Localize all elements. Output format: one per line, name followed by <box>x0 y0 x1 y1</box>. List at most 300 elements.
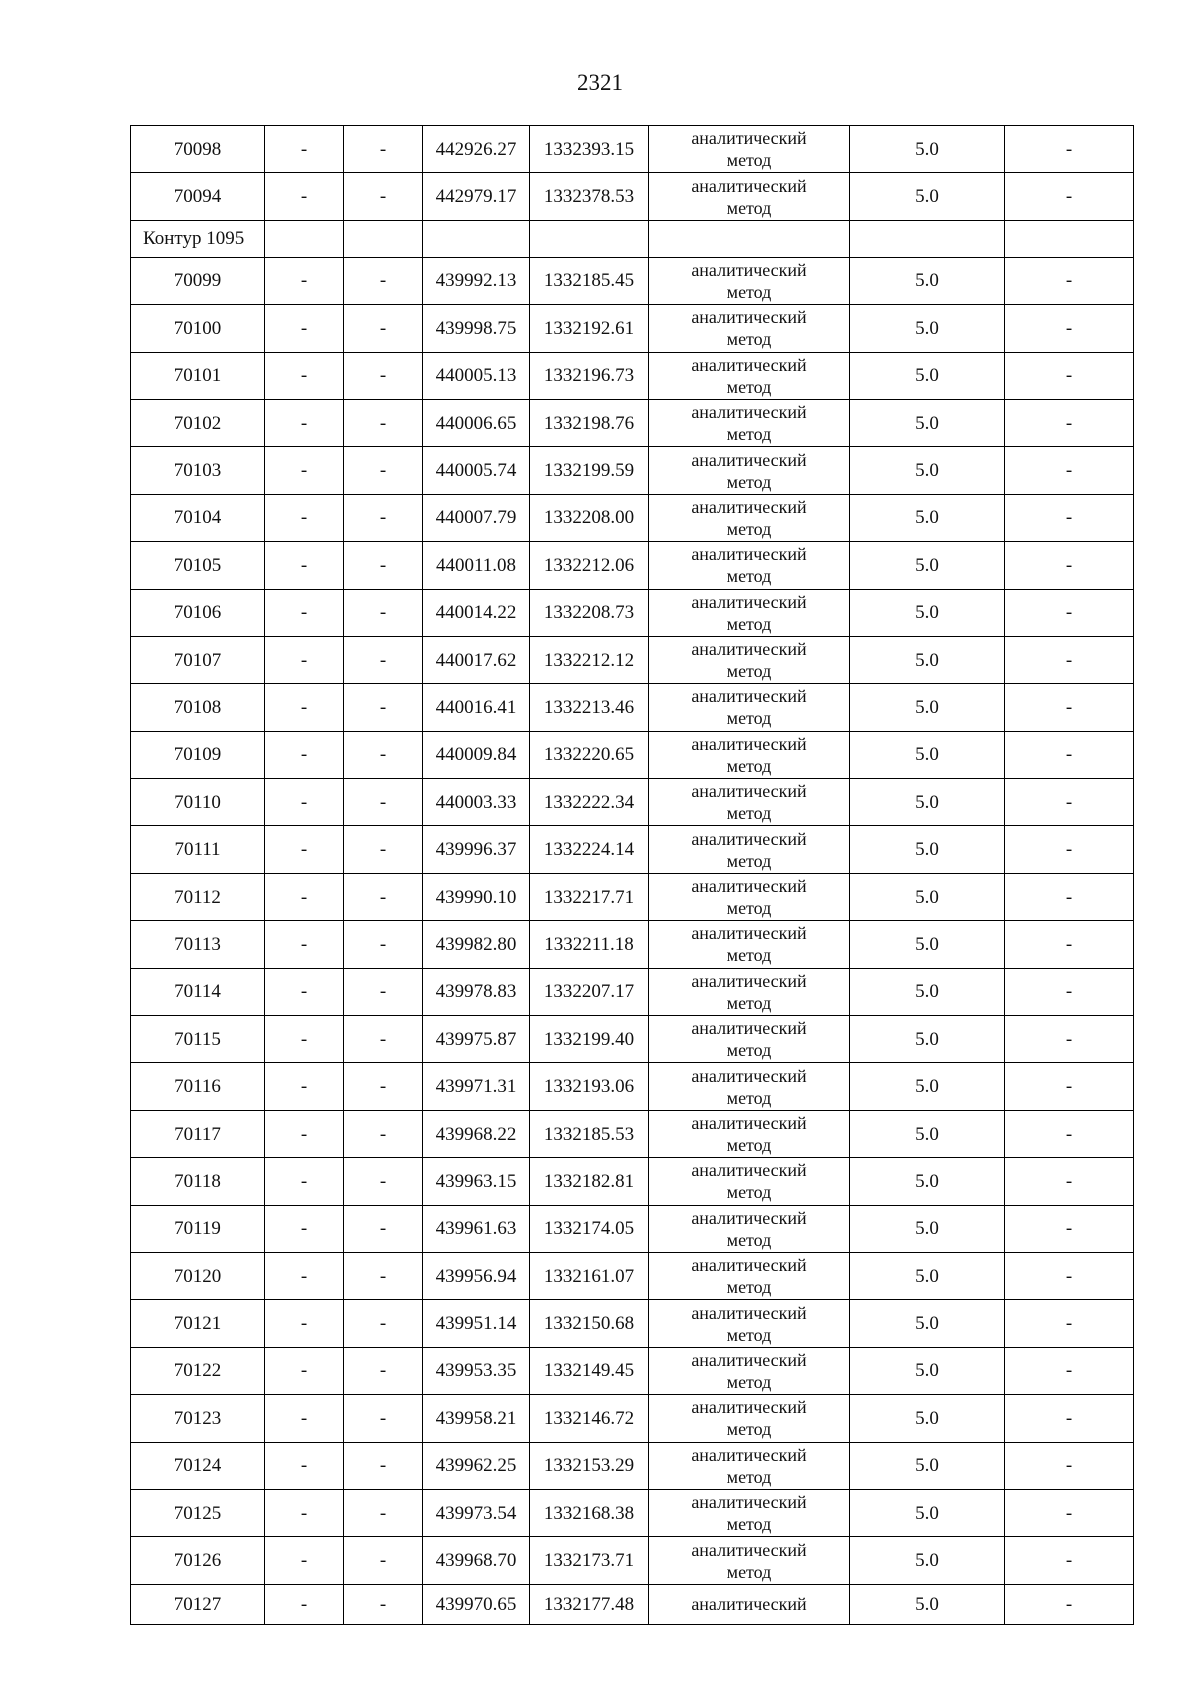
y-coordinate-cell: 1332211.18 <box>530 921 649 968</box>
precision-cell: 5.0 <box>850 494 1005 541</box>
column-2-cell: - <box>265 1300 344 1347</box>
y-coordinate-cell: 1332393.15 <box>530 126 649 173</box>
note-cell: - <box>1005 126 1134 173</box>
method-cell <box>649 1300 850 1347</box>
method-text: метод <box>726 613 772 634</box>
x-coordinate-cell: 440007.79 <box>423 494 530 541</box>
table-row <box>131 173 1134 220</box>
method-text: аналитический <box>691 1113 807 1133</box>
coordinates-table <box>130 125 1134 1625</box>
precision-cell: 5.0 <box>850 636 1005 683</box>
method-text: метод <box>726 471 772 492</box>
y-coordinate-cell: 1332199.40 <box>530 1016 649 1063</box>
precision-cell: 5.0 <box>850 1110 1005 1157</box>
method-text: аналитический <box>691 1349 807 1370</box>
precision-cell: 5.0 <box>850 305 1005 352</box>
column-2-cell: - <box>265 257 344 304</box>
method-cell <box>649 779 850 826</box>
method-cell <box>649 873 850 920</box>
note-cell: - <box>1005 1110 1134 1157</box>
y-coordinate-cell: 1332168.38 <box>530 1489 649 1536</box>
note-cell: - <box>1005 305 1134 352</box>
page-number: 2321 <box>577 70 623 95</box>
y-coordinate-cell: 1332208.00 <box>530 494 649 541</box>
precision-cell: 5.0 <box>850 1205 1005 1252</box>
x-coordinate-cell: 440003.33 <box>423 779 530 826</box>
method-cell <box>649 126 850 173</box>
column-2-cell: - <box>265 1252 344 1299</box>
precision-cell: 5.0 <box>850 447 1005 494</box>
note-cell: - <box>1005 779 1134 826</box>
column-2-cell: - <box>265 1584 344 1624</box>
method-text: метод <box>726 1087 772 1108</box>
point-number-cell: 70098 <box>131 126 265 173</box>
note-cell: - <box>1005 968 1134 1015</box>
method-text: аналитический <box>691 686 807 707</box>
point-number-cell: 70126 <box>131 1537 265 1584</box>
precision-cell: 5.0 <box>850 921 1005 968</box>
method-cell <box>649 542 850 589</box>
method-text: аналитический <box>691 1018 807 1039</box>
table-row <box>131 589 1134 636</box>
y-coordinate-cell: 1332199.59 <box>530 447 649 494</box>
method-text: метод <box>726 1324 772 1345</box>
table-row <box>131 779 1134 826</box>
column-3-cell: - <box>344 1252 423 1299</box>
method-text: аналитический <box>691 1302 807 1323</box>
y-coordinate-cell: 1332161.07 <box>530 1252 649 1299</box>
column-3-cell: - <box>344 1063 423 1110</box>
table-row <box>131 1016 1134 1063</box>
x-coordinate-cell: 440017.62 <box>423 636 530 683</box>
y-coordinate-cell: 1332150.68 <box>530 1300 649 1347</box>
x-coordinate-cell: 439975.87 <box>423 1016 530 1063</box>
table-row <box>131 1300 1134 1347</box>
method-text: аналитический <box>691 1594 807 1615</box>
point-number-cell: 70118 <box>131 1158 265 1205</box>
precision-cell: 5.0 <box>850 1537 1005 1584</box>
note-cell: - <box>1005 1489 1134 1536</box>
table-row <box>131 352 1134 399</box>
table-row <box>131 873 1134 920</box>
y-coordinate-cell: 1332212.06 <box>530 542 649 589</box>
precision-cell: 5.0 <box>850 1016 1005 1063</box>
method-text: аналитический <box>691 402 807 423</box>
x-coordinate-cell: 439973.54 <box>423 1489 530 1536</box>
method-cell <box>649 684 850 731</box>
column-3-cell: - <box>344 921 423 968</box>
method-cell <box>649 257 850 304</box>
point-number-cell: 70099 <box>131 257 265 304</box>
column-3-cell: - <box>344 1537 423 1584</box>
column-3-cell: - <box>344 1300 423 1347</box>
table-row <box>131 1110 1134 1157</box>
y-coordinate-cell: 1332185.45 <box>530 257 649 304</box>
method-cell <box>649 1584 850 1624</box>
table-row <box>131 1489 1134 1536</box>
method-text: аналитический <box>691 1160 807 1181</box>
precision-cell: 5.0 <box>850 731 1005 778</box>
point-number-cell: 70115 <box>131 1016 265 1063</box>
point-number-cell: 70122 <box>131 1347 265 1394</box>
method-cell <box>649 494 850 541</box>
note-cell: - <box>1005 494 1134 541</box>
method-text: аналитический <box>691 1065 807 1086</box>
table-body <box>131 126 1134 1625</box>
method-cell <box>649 1347 850 1394</box>
method-cell <box>649 921 850 968</box>
x-coordinate-cell: 440014.22 <box>423 589 530 636</box>
method-text: аналитический <box>691 970 807 991</box>
point-number-cell: 70114 <box>131 968 265 1015</box>
note-cell: - <box>1005 1252 1134 1299</box>
point-number-cell: 70113 <box>131 921 265 968</box>
column-3-cell: - <box>344 352 423 399</box>
column-2-cell: - <box>265 542 344 589</box>
column-3-cell: - <box>344 779 423 826</box>
method-cell <box>649 1158 850 1205</box>
method-text: метод <box>726 1135 772 1155</box>
column-3-cell: - <box>344 1158 423 1205</box>
x-coordinate-cell: 439971.31 <box>423 1063 530 1110</box>
method-text: аналитический <box>691 496 807 517</box>
x-coordinate-cell: 440005.13 <box>423 352 530 399</box>
empty-cell <box>423 220 530 257</box>
note-cell: - <box>1005 1584 1134 1624</box>
method-text: метод <box>726 850 772 871</box>
y-coordinate-cell: 1332220.65 <box>530 731 649 778</box>
note-cell: - <box>1005 731 1134 778</box>
column-3-cell: - <box>344 494 423 541</box>
precision-cell: 5.0 <box>850 399 1005 446</box>
y-coordinate-cell: 1332193.06 <box>530 1063 649 1110</box>
note-cell: - <box>1005 1347 1134 1394</box>
column-3-cell: - <box>344 1016 423 1063</box>
note-cell: - <box>1005 1442 1134 1489</box>
point-number-cell: 70100 <box>131 305 265 352</box>
method-text: метод <box>726 1466 772 1487</box>
method-cell <box>649 731 850 778</box>
method-text: аналитический <box>691 259 807 280</box>
point-number-cell: 70101 <box>131 352 265 399</box>
table-row <box>131 1063 1134 1110</box>
precision-cell: 5.0 <box>850 1395 1005 1442</box>
empty-cell <box>265 220 344 257</box>
column-3-cell: - <box>344 684 423 731</box>
note-cell: - <box>1005 921 1134 968</box>
method-text: аналитический <box>691 781 807 802</box>
column-2-cell: - <box>265 494 344 541</box>
column-3-cell: - <box>344 305 423 352</box>
point-number-cell: 70120 <box>131 1252 265 1299</box>
y-coordinate-cell: 1332213.46 <box>530 684 649 731</box>
method-cell <box>649 173 850 220</box>
point-number-cell: 70102 <box>131 399 265 446</box>
x-coordinate-cell: 439968.70 <box>423 1537 530 1584</box>
x-coordinate-cell: 439953.35 <box>423 1347 530 1394</box>
x-coordinate-cell: 439982.80 <box>423 921 530 968</box>
x-coordinate-cell: 439962.25 <box>423 1442 530 1489</box>
method-cell <box>649 1537 850 1584</box>
point-number-cell: 70116 <box>131 1063 265 1110</box>
method-text: метод <box>726 708 772 729</box>
y-coordinate-cell: 1332149.45 <box>530 1347 649 1394</box>
x-coordinate-cell: 439961.63 <box>423 1205 530 1252</box>
method-cell <box>649 1395 850 1442</box>
method-text: метод <box>726 424 772 445</box>
method-text: аналитический <box>691 128 807 149</box>
table-row <box>131 1158 1134 1205</box>
note-cell: - <box>1005 1300 1134 1347</box>
method-cell <box>649 1205 850 1252</box>
column-2-cell: - <box>265 779 344 826</box>
note-cell: - <box>1005 636 1134 683</box>
y-coordinate-cell: 1332208.73 <box>530 589 649 636</box>
method-text: метод <box>726 281 772 302</box>
y-coordinate-cell: 1332198.76 <box>530 399 649 446</box>
method-text: метод <box>726 1040 772 1061</box>
column-3-cell: - <box>344 1205 423 1252</box>
column-2-cell: - <box>265 636 344 683</box>
method-cell <box>649 1063 850 1110</box>
method-text: метод <box>726 898 772 919</box>
point-number-cell: 70112 <box>131 873 265 920</box>
x-coordinate-cell: 440011.08 <box>423 542 530 589</box>
column-3-cell: - <box>344 636 423 683</box>
column-3-cell: - <box>344 873 423 920</box>
method-text: метод <box>726 1371 772 1392</box>
y-coordinate-cell: 1332224.14 <box>530 826 649 873</box>
column-3-cell: - <box>344 1110 423 1157</box>
x-coordinate-cell: 440016.41 <box>423 684 530 731</box>
method-text: аналитический <box>691 591 807 612</box>
x-coordinate-cell: 440006.65 <box>423 399 530 446</box>
table-row <box>131 447 1134 494</box>
column-2-cell: - <box>265 305 344 352</box>
empty-cell <box>649 220 850 257</box>
column-3-cell: - <box>344 968 423 1015</box>
column-2-cell: - <box>265 173 344 220</box>
point-number-cell: 70111 <box>131 826 265 873</box>
column-3-cell: - <box>344 399 423 446</box>
precision-cell: 5.0 <box>850 1489 1005 1536</box>
column-3-cell: - <box>344 1347 423 1394</box>
note-cell: - <box>1005 352 1134 399</box>
column-2-cell: - <box>265 921 344 968</box>
method-cell <box>649 1489 850 1536</box>
point-number-cell: 70103 <box>131 447 265 494</box>
x-coordinate-cell: 440009.84 <box>423 731 530 778</box>
table-row <box>131 399 1134 446</box>
y-coordinate-cell: 1332192.61 <box>530 305 649 352</box>
precision-cell: 5.0 <box>850 779 1005 826</box>
method-text: аналитический <box>691 307 807 328</box>
table-row <box>131 257 1134 304</box>
x-coordinate-cell: 439990.10 <box>423 873 530 920</box>
point-number-cell: 70125 <box>131 1489 265 1536</box>
precision-cell: 5.0 <box>850 352 1005 399</box>
method-cell <box>649 968 850 1015</box>
table-row <box>131 1395 1134 1442</box>
method-text: метод <box>726 150 772 171</box>
y-coordinate-cell: 1332217.71 <box>530 873 649 920</box>
precision-cell: 5.0 <box>850 589 1005 636</box>
column-3-cell: - <box>344 447 423 494</box>
note-cell: - <box>1005 257 1134 304</box>
y-coordinate-cell: 1332182.81 <box>530 1158 649 1205</box>
empty-cell <box>344 220 423 257</box>
method-cell <box>649 305 850 352</box>
method-text: аналитический <box>691 1207 807 1228</box>
column-2-cell: - <box>265 447 344 494</box>
column-2-cell: - <box>265 126 344 173</box>
x-coordinate-cell: 439958.21 <box>423 1395 530 1442</box>
table-row <box>131 1347 1134 1394</box>
point-number-cell: 70121 <box>131 1300 265 1347</box>
method-text: аналитический <box>691 354 807 375</box>
method-cell <box>649 1442 850 1489</box>
method-cell <box>649 399 850 446</box>
point-number-cell: 70119 <box>131 1205 265 1252</box>
column-2-cell: - <box>265 968 344 1015</box>
x-coordinate-cell: 440005.74 <box>423 447 530 494</box>
column-3-cell: - <box>344 126 423 173</box>
column-2-cell: - <box>265 1395 344 1442</box>
contour-label: Контур 1095 <box>131 220 265 257</box>
x-coordinate-cell: 439996.37 <box>423 826 530 873</box>
table-row <box>131 494 1134 541</box>
note-cell: - <box>1005 1537 1134 1584</box>
y-coordinate-cell: 1332222.34 <box>530 779 649 826</box>
y-coordinate-cell: 1332185.53 <box>530 1110 649 1157</box>
y-coordinate-cell: 1332196.73 <box>530 352 649 399</box>
x-coordinate-cell: 439951.14 <box>423 1300 530 1347</box>
table-row <box>131 1252 1134 1299</box>
column-2-cell: - <box>265 589 344 636</box>
note-cell: - <box>1005 1395 1134 1442</box>
y-coordinate-cell: 1332146.72 <box>530 1395 649 1442</box>
column-2-cell: - <box>265 1537 344 1584</box>
table-row <box>131 731 1134 778</box>
note-cell: - <box>1005 447 1134 494</box>
method-text: метод <box>726 1229 772 1250</box>
column-3-cell: - <box>344 1395 423 1442</box>
method-cell <box>649 636 850 683</box>
column-2-cell: - <box>265 1442 344 1489</box>
table-row <box>131 968 1134 1015</box>
note-cell: - <box>1005 1063 1134 1110</box>
method-text: метод <box>726 992 772 1013</box>
x-coordinate-cell: 439970.65 <box>423 1584 530 1624</box>
column-2-cell: - <box>265 731 344 778</box>
y-coordinate-cell: 1332174.05 <box>530 1205 649 1252</box>
note-cell: - <box>1005 542 1134 589</box>
method-text: аналитический <box>691 876 807 897</box>
point-number-cell: 70109 <box>131 731 265 778</box>
method-text: метод <box>726 376 772 397</box>
column-3-cell: - <box>344 257 423 304</box>
table-row <box>131 684 1134 731</box>
column-3-cell: - <box>344 173 423 220</box>
empty-cell <box>1005 220 1134 257</box>
note-cell: - <box>1005 826 1134 873</box>
column-3-cell: - <box>344 731 423 778</box>
x-coordinate-cell: 439978.83 <box>423 968 530 1015</box>
method-text: метод <box>726 755 772 776</box>
column-2-cell: - <box>265 1063 344 1110</box>
method-text: метод <box>726 197 772 218</box>
y-coordinate-cell: 1332173.71 <box>530 1537 649 1584</box>
method-text: аналитический <box>691 733 807 754</box>
method-text: метод <box>726 1514 772 1535</box>
method-text: аналитический <box>691 828 807 849</box>
precision-cell: 5.0 <box>850 1300 1005 1347</box>
method-cell <box>649 447 850 494</box>
y-coordinate-cell: 1332378.53 <box>530 173 649 220</box>
x-coordinate-cell: 439992.13 <box>423 257 530 304</box>
x-coordinate-cell: 442926.27 <box>423 126 530 173</box>
method-text: метод <box>726 566 772 587</box>
precision-cell: 5.0 <box>850 542 1005 589</box>
method-text: аналитический <box>691 1255 807 1276</box>
method-text: метод <box>726 661 772 682</box>
note-cell: - <box>1005 173 1134 220</box>
point-number-cell: 70104 <box>131 494 265 541</box>
column-2-cell: - <box>265 1110 344 1157</box>
x-coordinate-cell: 439998.75 <box>423 305 530 352</box>
y-coordinate-cell: 1332212.12 <box>530 636 649 683</box>
method-text: метод <box>726 1277 772 1298</box>
method-text: метод <box>726 945 772 966</box>
method-text: метод <box>726 1561 772 1582</box>
method-text: аналитический <box>691 544 807 565</box>
point-number-cell: 70107 <box>131 636 265 683</box>
precision-cell: 5.0 <box>850 126 1005 173</box>
empty-cell <box>850 220 1005 257</box>
method-cell <box>649 1110 850 1157</box>
column-2-cell: - <box>265 399 344 446</box>
precision-cell: 5.0 <box>850 826 1005 873</box>
method-text: метод <box>726 1419 772 1440</box>
point-number-cell: 70117 <box>131 1110 265 1157</box>
table-row <box>131 126 1134 173</box>
method-text: аналитический <box>691 175 807 196</box>
column-2-cell: - <box>265 684 344 731</box>
method-text: аналитический <box>691 923 807 944</box>
point-number-cell: 70108 <box>131 684 265 731</box>
column-2-cell: - <box>265 352 344 399</box>
precision-cell: 5.0 <box>850 173 1005 220</box>
column-2-cell: - <box>265 1158 344 1205</box>
point-number-cell: 70105 <box>131 542 265 589</box>
precision-cell: 5.0 <box>850 1252 1005 1299</box>
y-coordinate-cell: 1332177.48 <box>530 1584 649 1624</box>
point-number-cell: 70123 <box>131 1395 265 1442</box>
method-text: метод <box>726 329 772 350</box>
point-number-cell: 70110 <box>131 779 265 826</box>
precision-cell: 5.0 <box>850 257 1005 304</box>
precision-cell: 5.0 <box>850 1158 1005 1205</box>
method-cell <box>649 826 850 873</box>
method-text: метод <box>726 803 772 824</box>
point-number-cell: 70106 <box>131 589 265 636</box>
contour-header-row <box>131 220 1134 257</box>
table-row <box>131 636 1134 683</box>
table-row <box>131 1205 1134 1252</box>
column-3-cell: - <box>344 589 423 636</box>
point-number-cell: 70127 <box>131 1584 265 1624</box>
column-3-cell: - <box>344 1489 423 1536</box>
